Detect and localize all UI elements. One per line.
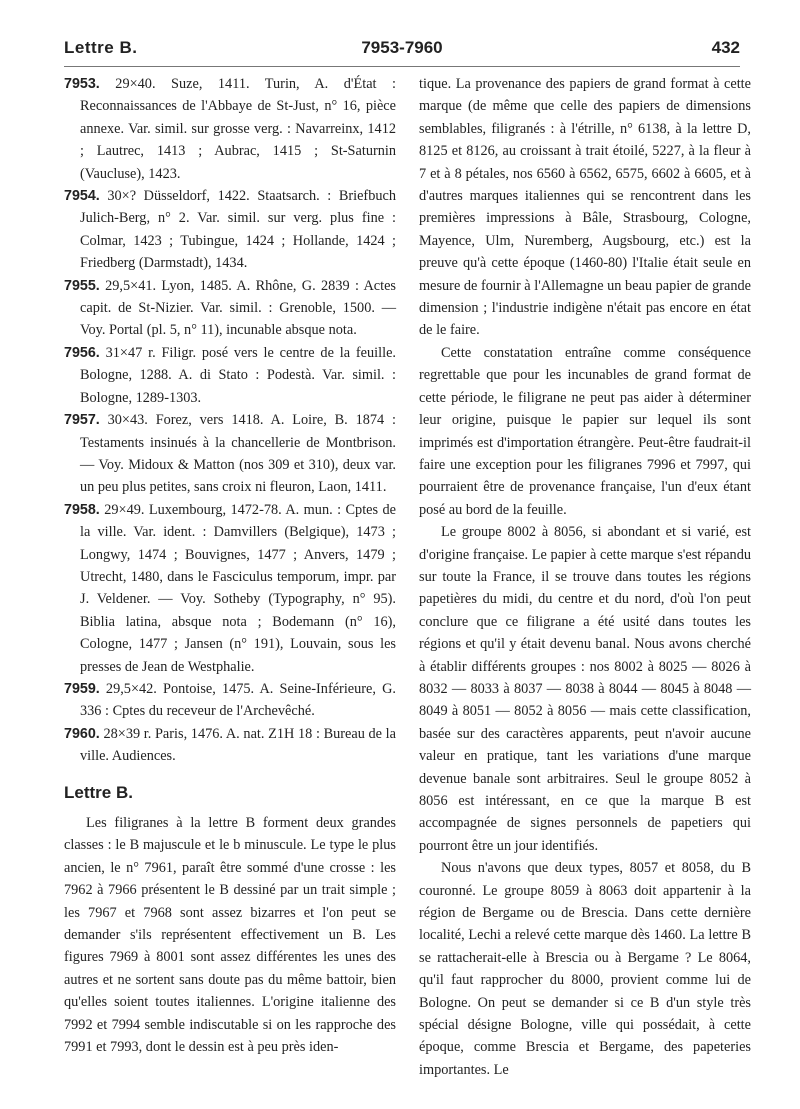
catalog-entry <box>64 409 396 499</box>
entry-text: 29×49. Luxembourg, 1472-78. A. mun. : Cptes de la ville. Var. ident. : Damvillers (Belgique), 1473 ; Longwy, 1474 ; Bouvignes, 1477 ; Anvers, 1479 ; Utrecht, 1480, dans le Fasciculus temporum, impr. par J. Veldener. — Voy. Sotheby (Typography, n° 95). Biblia latina, absque nota ; Bodemann (n° 16), Cologne, 1477 ; Jansen (n° 191), Louvain, sous les presses de Jean de Westphalie. <box>80 501 396 675</box>
catalog-entry <box>64 723 396 768</box>
running-entry-range: 7953-7960 <box>361 38 443 57</box>
body-paragraph: Les filigranes à la lettre B forment deux grandes classes : le B majuscule et le b minuscule. Le type le plus ancien, le n° 7961, paraît être sommé d'une crosse : les 7962 à 7966 présentent le B dessiné par un trait simple ; les 7967 et 7968 sont assez bizarres et l'on peut se demander s'ils représentent effectivement un B. Les figures 7969 à 8001 sont assez différentes les unes des autres et ne sortent sans doute pas du même battoir, bien qu'elles soient toutes italiennes. L'origine italienne des 7992 et 7994 semble indiscutable si on les rapproche des 7991 et 7993, dont le dessin est à peu près iden- <box>64 815 396 1056</box>
body-paragraph: tique. La provenance des papiers de grand format à cette marque (de même que celle des papiers de dimensions semblables, filigranés : à l'étrille, n° 6138, à la lettre D, 8125 et 8126, au croissant à trait étoilé, 5227, à la fleur à 7 et à 8 pétales, nos 6560 à 6562, 6575, 6602 à 6605, et à d'autres marques italiennes qui se rencontrent dans les premières impressions à Bâle, Strasbourg, Cologne, Mayence, Ulm, Nuremberg, Augsbourg, etc.) est la preuve qu'à cette époque (1460-80) l'Italie était seule en mesure de fournir à l'Allemagne un beau papier de grande dimension ; l'industrie indigène n'était pas encore en état de le faire. <box>419 76 751 339</box>
page-header <box>64 38 740 64</box>
section-heading: Lettre B. <box>64 782 133 802</box>
entry-number: 7959. <box>64 680 100 697</box>
entry-text: 28×39 r. Paris, 1476. A. nat. Z1H 18 : Bureau de la ville. Audiences. <box>80 725 397 765</box>
catalog-entry <box>64 185 396 275</box>
body-paragraph: Nous n'avons que deux types, 8057 et 8058, du B couronné. Le groupe 8059 à 8063 doit appartenir à la région de Bergame ou de Brescia. Dans cette dernière localité, Lechi a relevé cette marque dès 1460. La lettre B se rattacherait-elle à Brescia ou à Bergame ? Le 8064, qu'il faut rapprocher du 8000, provient comme lui de Bologne. On peut se demander si ce B d'un style très spécial désigne Bologne, ville qui possédait, à cette époque, comme Brescia et Bergame, des papeteries importantes. Le <box>419 860 751 1078</box>
header-rule <box>64 66 740 67</box>
catalog-entry <box>64 275 396 342</box>
entry-number: 7953. <box>64 76 100 92</box>
entry-number: 7958. <box>64 501 100 518</box>
body-paragraph: Le groupe 8002 à 8056, si abondant et si varié, est d'origine française. Le papier à cette marque s'est répandu sur toute la France, il se trouve dans toutes les régions papetières du midi, du centre et du nord, d'où l'on peut conclure que ce filigrane a été usité dans toutes les régions et qu'il y était devenu banal. Nous avons cherché à établir différents groupes : nos 8002 à 8025 — 8026 à 8032 — 8033 à 8037 — 8038 à 8044 — 8045 à 8048 — 8049 à 8051 — 8052 à 8056 — mais cette classification, basée sur des caractères apparents, peut n'avoir aucune valeur en pratique, tant les variations d'une marque devenue banale sont arbitraires. Seul le groupe 8052 à 8056 est intéressant, en ce que la marque B est accompagnée de signes personnels de papetiers qui pourront être un jour identifiés. <box>419 524 751 854</box>
catalog-entry <box>64 342 396 409</box>
entry-text: 29,5×41. Lyon, 1485. A. Rhône, G. 2839 : Actes capit. de St-Nizier. Var. simil. : Grenoble, 1500. — Voy. Portal (pl. 5, n° 11), incunable absque nota. <box>80 277 396 339</box>
catalog-entry <box>64 678 396 723</box>
entry-text: 29,5×42. Pontoise, 1475. A. Seine-Inférieure, G. 336 : Cptes du receveur de l'Archevêché. <box>80 680 396 720</box>
entry-number: 7954. <box>64 188 100 205</box>
left-column <box>64 73 396 1058</box>
entry-text: 30×? Düsseldorf, 1422. Staatsarch. : Briefbuch Julich-Berg, n° 2. Var. simil. sur verg. plus fine : Colmar, 1423 ; Tubingue, 1424 ; Hollande, 1424 ; Friedberg (Darmstadt), 1434. <box>80 188 396 272</box>
entry-text: 29×40. Suze, 1411. Turin, A. d'État : Reconnaissances de l'Abbaye de St-Just, n° 16, pièce annexe. Var. simil. sur grosse verg. : Navarreinx, 1412 ; Lautrec, 1413 ; Aubrac, 1415 ; St-Saturnin (Vaucluse), 1423. <box>80 76 396 182</box>
entry-number: 7955. <box>64 277 100 294</box>
entry-number: 7957. <box>64 412 100 429</box>
entry-number: 7956. <box>64 344 100 361</box>
right-column <box>419 73 751 1081</box>
entry-text: 30×43. Forez, vers 1418. A. Loire, B. 1874 : Testaments insinués à la chancellerie de Montbrison. — Voy. Midoux & Matton (nos 309 et 310), deux var. un peu plus petites, sans croix ni fleuron, Laon, 1411. <box>80 412 396 496</box>
catalog-entry <box>64 499 396 678</box>
entry-number: 7960. <box>64 725 100 742</box>
page-number: 432 <box>711 38 740 57</box>
catalog-entry <box>64 73 396 185</box>
entry-text: 31×47 r. Filigr. posé vers le centre de la feuille. Bologne, 1288. A. di Stato : Podestà. Var. simil. : Bologne, 1289-1303. <box>80 344 396 406</box>
body-paragraph: Cette constatation entraîne comme conséquence regrettable que pour les incunables de grand format de cette période, le filigrane ne peut pas aider à déterminer leur origine, puisque le papier sur lequel ils sont imprimés est d'importation étrangère. Peut-être faudrait-il faire une exception pour les filigranes 7996 et 7997, qui pourraient être de provenance française, l'un d'eux étant posé au bord de la feuille. <box>419 344 751 518</box>
running-section-title: Lettre B. <box>64 38 138 57</box>
